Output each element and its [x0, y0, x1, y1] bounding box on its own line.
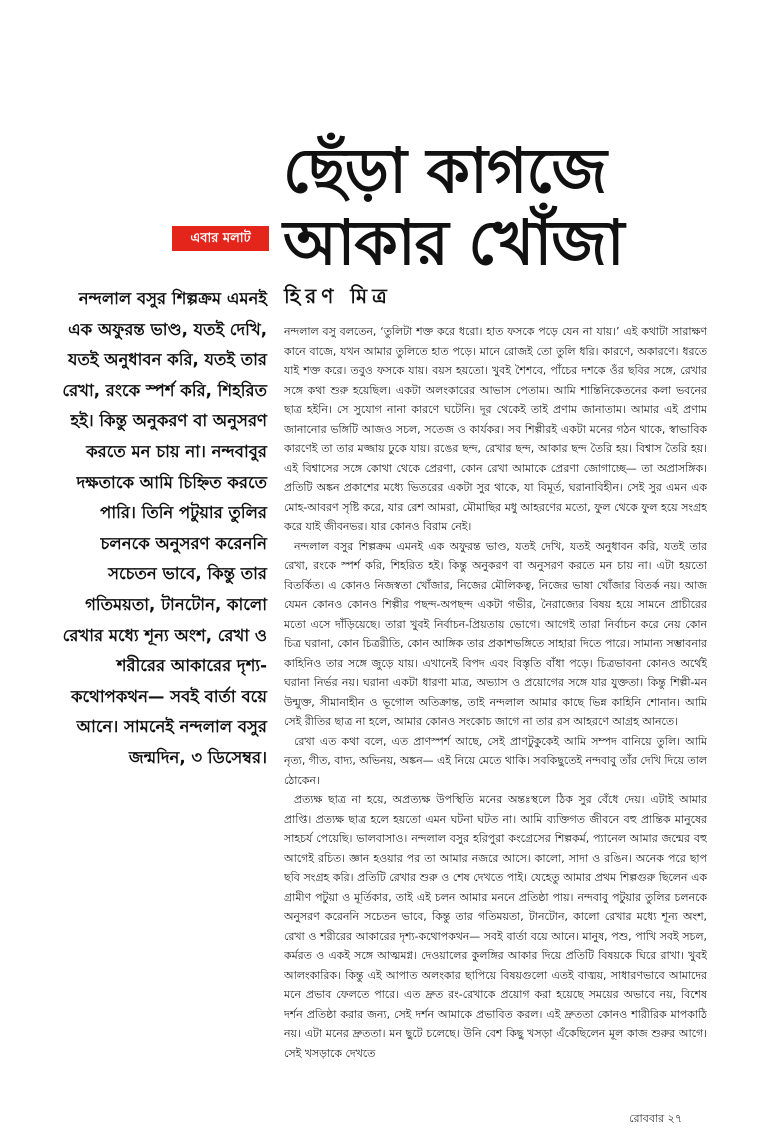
body-paragraph-2: নন্দলাল বসুর শিল্পক্রম এমনই এক অফুরন্ত ভাণ্ড, যতই দেখি, যতই অনুধাবন করি, যতই তার রেখা, রংকে স্পর্শ করি, শিহরিত হই। কিন্তু অনুকরণ বা অনুসরণ করতে মন চায় না। এটা হয়তো বিতর্কিত। এ কোনও নিজস্বতা খোঁজার, নিজের মৌলিকত্ব, নিজের ভাষা খোঁজার বিতর্ক নয়। আজ যেমন কোনও কোনও শিল্পীর পছন্দ-অপছন্দ একটা গভীর, নৈরাজ্যের বিষয় হয়ে সামনে প্রাচীরের মতো এসে দাঁড়িয়েছে। তারা খুবই নির্বাচন-প্রিয়তায় ভোগে। আগেই তারা নির্বাচন করে নেয় কোন চিত্র ঘরানা, কোন চিত্ররীতি, কোন আঙ্গিক তার প্রকাশভঙ্গিতে সাহারা দিতে পারে। সামান্য সম্ভাবনার কাহিনিও তার সঙ্গে জুড়ে যায়। এখানেই বিপদ এবং বিস্তৃতি বাঁধা পড়ে। চিত্রভাবনা কোনও অর্থেই ঘরানা নির্ভর নয়। ঘরানা একটা ধারণা মাত্র, অভ্যাস ও প্রয়োগের সঙ্গে যার যুক্ততা। কিন্তু শিল্পী-মন উন্মুক্ত, সীমানাহীন ও ভূগোল অতিক্রান্ত, তাই নন্দলাল আমার কাছে ভিন্ন কাহিনি শোনান। আমি সেই রীতির ছাত্র না হলে, আমার কোনও সংকোচ জাগে না তার রস আহরণে আগ্রহ আনতে। [284, 539, 707, 728]
title-line-1: ছেঁড়া কাগজে [283, 134, 606, 207]
article-title [283, 135, 753, 279]
page-footer: রোববার ২৭ [629, 1112, 682, 1125]
article-body [284, 322, 707, 1087]
author-name: হিরণ মিত্র [284, 284, 392, 308]
intro-blurb: নন্দলাল বসুর শিল্পক্রম এমনই এক অফুরন্ত ভাণ্ড, যতই দেখি, যতই অনুধাবন করি, যতই তার রেখা, রংকে স্পর্শ করি, শিহরিত হই। কিন্তু অনুকরণ বা অনুসরণ করতে মন চায় না। নন্দবাবুর দক্ষতাকে আমি চিহ্নিত করতে পারি। তিনি পটুয়ার তুলির চলনকে অনুসরণ করেননি সচেতন ভাবে, কিন্তু তার গতিময়তা, টানটোন, কালো রেখার মধ্যে শূন্য অংশ, রেখা ও শরীরের আকারের দৃশ্য-কথোপকথন— সবই বার্তা বয়ে আনে। সামনেই নন্দলাল বসুর জন্মদিন, ৩ ডিসেম্বর। [62, 289, 267, 767]
title-line-2: আকার খোঁজা [283, 206, 624, 279]
body-paragraph-4: প্রত্যক্ষ ছাত্র না হয়ে, অপ্রত্যক্ষ উপস্থিতি মনের অন্তঃস্থলে ঠিক সুর বেঁধে দেয়। এটাই আমার প্রাপ্তি। প্রত্যক্ষ ছাত্র হলে হয়তো এমন ঘটনা ঘটত না। আমি ব্যক্তিগত জীবনে বহু প্রান্তিক মানুষের সাহচর্য পেয়েছি। ভালবাসাও। নন্দলাল বসুর হরিপুরা কংগ্রেসের শিল্পকর্ম, প্যানেল আমার জন্মের বহু আগেই রচিত। জ্ঞান হওয়ার পর তা আমার নজরে আসে। কালো, সাদা ও রঙিন। অনেক পরে ছাপ ছবি সংগ্রহ করি। প্রতিটি রেখার শুরু ও শেষ দেখতে পাই। যেহেতু আমার প্রথম শিল্পগুরু ছিলেন এক গ্রামীণ পটুয়া ও মূর্তিকার, তাই এই চলন আমার মননে প্রতিষ্ঠা পায়। নন্দবাবু পটুয়ার তুলির চলনকে অনুসরণ করেননি সচেতন ভাবে, কিন্তু তার গতিময়তা, টানটোন, কালো রেখার মধ্যে শূন্য অংশ, রেখা ও শরীরের আকারের দৃশ্য-কথোপকথন— সবই বার্তা বয়ে আনে। মানুষ, পশু, পাখি সবই সচল, কর্মরত ও একই সঙ্গে আত্মমগ্ন। দেওয়ালের কুলঙ্গির আকার দিয়ে প্রতিটি বিষয়কে ঘিরে রাখা। খুবই আলংকারিক। কিন্তু এই আপাত অলংকার ছাপিয়ে বিষয়গুলো এতই বাঙ্ময়, সাধারণভাবে আমাদের মনে প্রভাব ফেলতে পারে। এত দ্রুত রং-রেখাকে প্রয়োগ করা হয়েছে সময়ের অভাবে নয়, বিশেষ দর্শন প্রতিষ্ঠা করার জন্য, সেই দর্শন আমাকে প্রভাবিত করল। এই দ্রুততা কোনও শারীরিক মাপকাঠি নয়। এটা মনের দ্রুততা। মন ছুটে চলেছে। উনি বেশ কিছু খসড়া এঁকেছিলেন মূল কাজ শুরুর আগে। সেই খসড়াকে দেখতে [284, 793, 707, 1060]
body-paragraph-1: নন্দলাল বসু বলতেন, ‘তুলিটা শক্ত করে ধরো। হাত ফসকে পড়ে যেন না যায়।’ এই কথাটা সারাক্ষণ কানে বাজে, যখন আমার তুলিতে হাত পড়ে। মানে রোজই তো তুলি ধরি। কারণে, অকারণে। ধরতে যাই শক্ত করে। তবুও ফসকে যায়। বয়স হয়তো। খুবই শৈশবে, পাঁচের দশকে ওঁর ছবির সঙ্গে, রেখার সঙ্গে কথা শুরু হয়েছিল। একটা অলংকারের আভাস পেতাম। আমি শান্তিনিকেতনের কলা ভবনের ছাত্র হইনি। সে সুযোগ নানা কারণে ঘটেনি। দূর থেকেই তাই প্রণাম জানাতাম। আমার এই প্রণাম জানানোর ভঙ্গিটি আজও সচল, সতেজ ও কার্যকর। সব শিল্পীরই একটা মনের গঠন থাকে, স্বাভাবিক কারণেই তা তার মজ্জায় ঢুকে যায়। রঙের ছন্দ, রেখার ছন্দ, আকার ছন্দ তৈরি হয়। বিশ্বাস তৈরি হয়। এই বিশ্বাসের সঙ্গে কোথা থেকে প্রেরণা, কোন রেখা আমাকে প্রেরণা জোগাচ্ছে— তা অপ্রাসঙ্গিক। প্রতিটি অঙ্কন প্রকাশের মধ্যে ভিতরের একটা সুর থাকে, যা বিমূর্ত, ঘরানাবিহীন। সেই সুর এমন এক মোহ-আবরণ সৃষ্টি করে, যার রেশ আমরা, মৌমাছির মধু আহরণের মতো, ফুল থেকে ফুল হয়ে সংগ্রহ করে যাই জীবনভর। যার কোনও বিরাম নেই। [284, 325, 707, 533]
section-tag: এবার মলাট [172, 226, 269, 251]
body-paragraph-3: রেখা এত কথা বলে, এত প্রাণস্পর্শ আছে, সেই প্রাণটুকুকেই আমি সম্পদ বানিয়ে তুলি। আমি নৃত্য, গীত, বাদ্য, অভিনয়, অঙ্কন— এই নিয়ে মেতে থাকি। সবকিছুতেই নন্দবাবু তাঁর দেখি দিয়ে তাল ঠোকেন। [284, 734, 707, 787]
